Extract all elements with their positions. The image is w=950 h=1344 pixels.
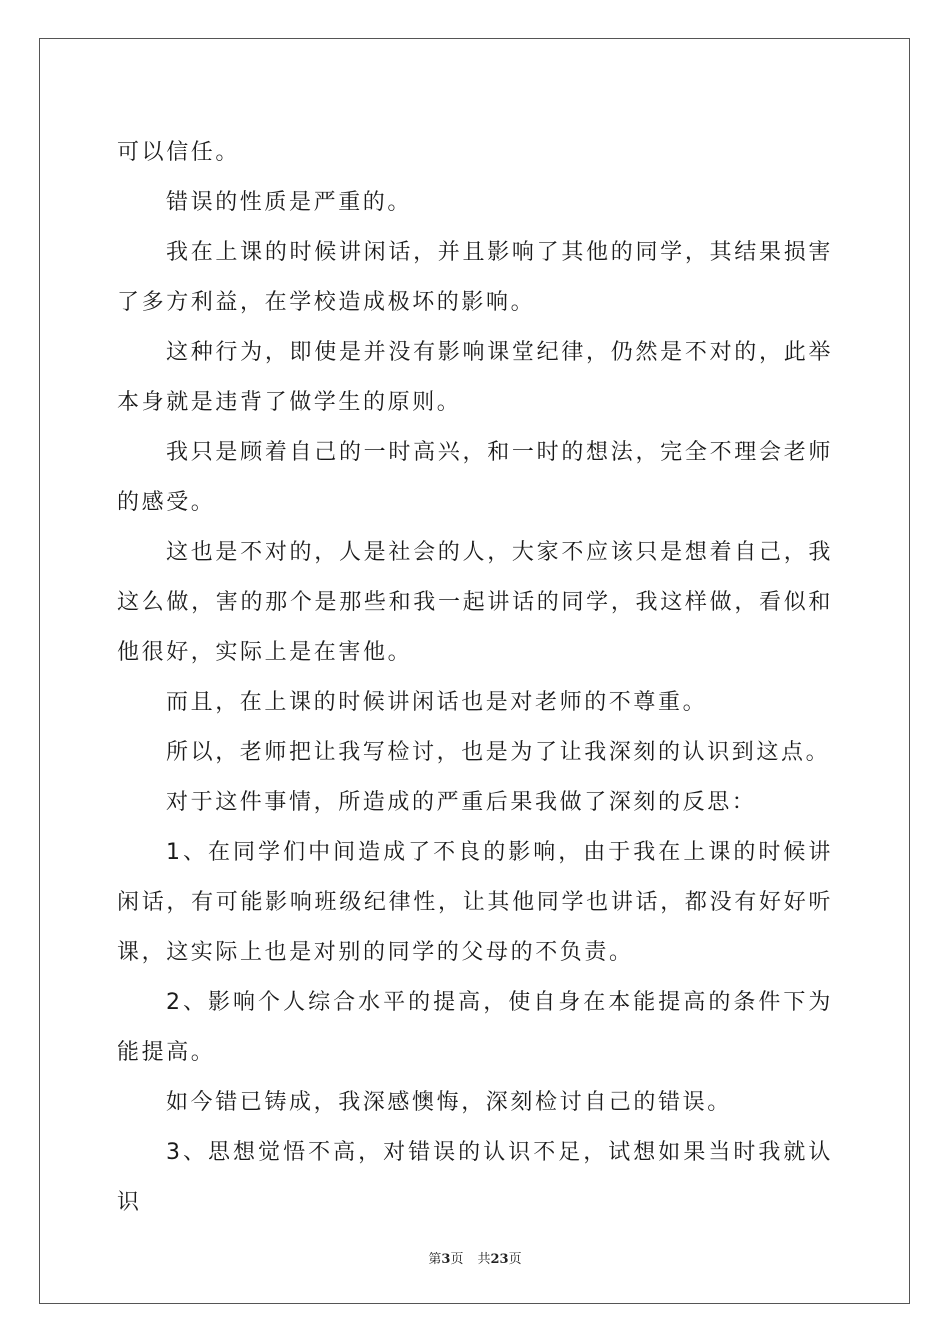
footer-page-suffix: 页 [450,1252,464,1267]
paragraph-10: 1、在同学们中间造成了不良的影响，由于我在上课的时候讲闲话，有可能影响班级纪律性，让其他同学也讲话，都没有好好听课，这实际上也是对别的同学的父母的不负责。 [117,840,833,965]
paragraph-1: 可以信任。 [117,140,241,165]
footer-total-pages: 23 [490,1252,509,1267]
paragraph-5: 我只是顾着自己的一时高兴，和一时的想法，完全不理会老师的感受。 [117,440,833,515]
paragraph-11: 2、影响个人综合水平的提高，使自身在本能提高的条件下为能提高。 [117,990,833,1065]
paragraph-9: 对于这件事情，所造成的严重后果我做了深刻的反思： [166,790,757,815]
paragraph-7: 而且，在上课的时候讲闲话也是对老师的不尊重。 [166,690,708,715]
footer-total-suffix: 页 [508,1252,522,1267]
paragraph-12: 如今错已铸成，我深感懊悔，深刻检讨自己的错误。 [166,1090,732,1115]
paragraph-2: 错误的性质是严重的。 [166,190,413,215]
footer-current-page: 3 [441,1252,451,1267]
paragraph-6: 这也是不对的，人是社会的人，大家不应该只是想着自己，我这么做，害的那个是那些和我一起讲话的同学，我这样做，看似和他很好，实际上是在害他。 [117,540,833,665]
paragraph-4: 这种行为，即使是并没有影响课堂纪律，仍然是不对的，此举本身就是违背了做学生的原则。 [117,340,833,415]
document-body [117,128,833,1228]
footer-total-prefix: 共 [477,1252,491,1267]
page-footer [0,1248,950,1267]
paragraph-8: 所以，老师把让我写检讨，也是为了让我深刻的认识到这点。 [166,740,831,765]
paragraph-3: 我在上课的时候讲闲话，并且影响了其他的同学，其结果损害了多方利益，在学校造成极坏的影响。 [117,240,833,315]
paragraph-13: 3、思想觉悟不高，对错误的认识不足，试想如果当时我就认识 [117,1140,833,1215]
footer-prefix: 第 [428,1252,442,1267]
